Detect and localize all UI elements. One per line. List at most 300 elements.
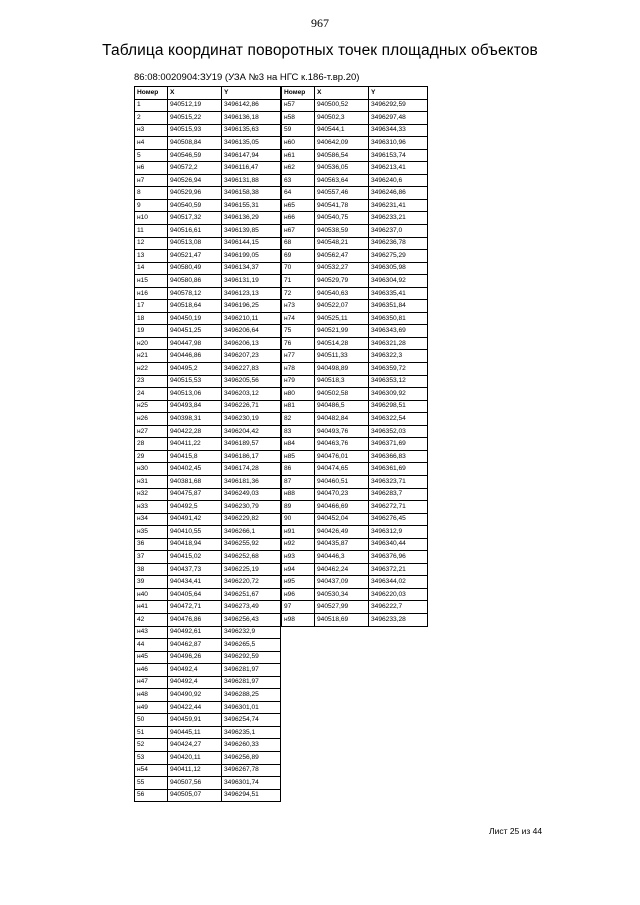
table-row [135, 450, 281, 463]
cell-y: 3496203,12 [222, 388, 281, 401]
cell-x: 940470,23 [315, 488, 369, 501]
cell-x: 940420,11 [168, 751, 222, 764]
table-row [282, 551, 428, 564]
table-row [282, 99, 428, 112]
cell-y: 3496232,9 [222, 626, 281, 639]
cell-number: н81 [282, 400, 315, 413]
coordinates-table-left [134, 86, 281, 802]
cell-y: 3496273,49 [222, 601, 281, 614]
table-row [282, 300, 428, 313]
cell-number: н88 [282, 488, 315, 501]
cell-y: 3496361,69 [369, 463, 428, 476]
cell-y: 3496153,74 [369, 149, 428, 162]
table-row [135, 488, 281, 501]
cell-number: н10 [135, 212, 168, 225]
cell-x: 940462,24 [315, 563, 369, 576]
table-row [135, 714, 281, 727]
cell-x: 940437,09 [315, 576, 369, 589]
cell-number: 11 [135, 225, 168, 238]
table-row [135, 613, 281, 626]
cell-y: 3496260,33 [222, 739, 281, 752]
cell-y: 3496350,81 [369, 312, 428, 325]
cell-number: н22 [135, 363, 168, 376]
table-row [135, 676, 281, 689]
table-row [135, 576, 281, 589]
cell-number: 36 [135, 538, 168, 551]
cell-number: 13 [135, 250, 168, 263]
cell-number: 8 [135, 187, 168, 200]
table-row [282, 149, 428, 162]
cell-x: 940446,3 [315, 551, 369, 564]
table-row [135, 751, 281, 764]
table-row [282, 538, 428, 551]
cell-number: н46 [135, 664, 168, 677]
cell-y: 3496199,05 [222, 250, 281, 263]
table-row [135, 425, 281, 438]
cell-number: н65 [282, 199, 315, 212]
table-row [135, 225, 281, 238]
cell-number: н35 [135, 526, 168, 539]
cell-x: 940521,47 [168, 250, 222, 263]
cell-number: н93 [282, 551, 315, 564]
cell-number: 39 [135, 576, 168, 589]
cell-y: 3496301,74 [222, 777, 281, 790]
cell-number: 52 [135, 739, 168, 752]
cell-x: 940530,34 [315, 588, 369, 601]
cell-y: 3496256,43 [222, 613, 281, 626]
cell-x: 940544,1 [315, 124, 369, 137]
cell-number: 29 [135, 450, 168, 463]
cell-x: 940642,09 [315, 137, 369, 150]
cell-x: 940398,31 [168, 413, 222, 426]
table-row [135, 651, 281, 664]
cell-y: 3496344,02 [369, 576, 428, 589]
cell-x: 940518,3 [315, 375, 369, 388]
table-row [282, 400, 428, 413]
cell-number: н25 [135, 400, 168, 413]
header-y: Y [222, 87, 281, 100]
cell-x: 940525,11 [315, 312, 369, 325]
cell-number: 83 [282, 425, 315, 438]
cell-x: 940492,4 [168, 676, 222, 689]
cell-number: н74 [282, 312, 315, 325]
cell-number: 76 [282, 337, 315, 350]
cell-number: 19 [135, 325, 168, 338]
cell-y: 3496366,83 [369, 450, 428, 463]
cell-x: 940529,96 [168, 187, 222, 200]
table-row [282, 199, 428, 212]
table-row [282, 162, 428, 175]
cell-x: 940548,21 [315, 237, 369, 250]
cell-x: 940466,69 [315, 501, 369, 514]
cell-y: 3496372,21 [369, 563, 428, 576]
cell-y: 3496226,71 [222, 400, 281, 413]
cell-x: 940529,79 [315, 275, 369, 288]
cell-y: 3496266,1 [222, 526, 281, 539]
cell-x: 940490,92 [168, 689, 222, 702]
table-row [135, 563, 281, 576]
cell-x: 940447,98 [168, 337, 222, 350]
table-row [135, 325, 281, 338]
cell-y: 3496116,47 [222, 162, 281, 175]
cell-y: 3496322,54 [369, 413, 428, 426]
cell-x: 940463,76 [315, 438, 369, 451]
cell-number: 38 [135, 563, 168, 576]
table-row [135, 212, 281, 225]
cell-x: 940513,06 [168, 388, 222, 401]
table-row [282, 350, 428, 363]
table-row [135, 363, 281, 376]
cell-number: н94 [282, 563, 315, 576]
cell-number: н32 [135, 488, 168, 501]
cell-y: 3496335,41 [369, 287, 428, 300]
cell-y: 3496207,23 [222, 350, 281, 363]
cell-x: 940540,59 [168, 199, 222, 212]
cell-y: 3496344,33 [369, 124, 428, 137]
cell-y: 3496371,69 [369, 438, 428, 451]
cell-x: 940493,76 [315, 425, 369, 438]
cell-number: 14 [135, 262, 168, 275]
table-row [135, 626, 281, 639]
cell-y: 3496227,83 [222, 363, 281, 376]
cell-number: н62 [282, 162, 315, 175]
table-row [282, 262, 428, 275]
cell-y: 3496136,29 [222, 212, 281, 225]
cell-x: 940563,64 [315, 174, 369, 187]
cell-y: 3496144,15 [222, 237, 281, 250]
cell-y: 3496189,57 [222, 438, 281, 451]
cell-number: 68 [282, 237, 315, 250]
cell-x: 940516,61 [168, 225, 222, 238]
cell-number: н48 [135, 689, 168, 702]
cell-x: 940475,87 [168, 488, 222, 501]
cell-y: 3496353,12 [369, 375, 428, 388]
cell-y: 3496298,51 [369, 400, 428, 413]
cell-y: 3496283,7 [369, 488, 428, 501]
table-row [135, 789, 281, 802]
cell-number: 75 [282, 325, 315, 338]
cell-number: н91 [282, 526, 315, 539]
cell-x: 940415,8 [168, 450, 222, 463]
table-row [282, 475, 428, 488]
cell-x: 940474,65 [315, 463, 369, 476]
table-row [282, 237, 428, 250]
table-row [282, 275, 428, 288]
cell-number: 12 [135, 237, 168, 250]
cell-number: 97 [282, 601, 315, 614]
cell-number: 51 [135, 726, 168, 739]
table-row [135, 664, 281, 677]
cell-y: 3496246,86 [369, 187, 428, 200]
table-row [135, 777, 281, 790]
cell-x: 940418,94 [168, 538, 222, 551]
cell-x: 940521,99 [315, 325, 369, 338]
cell-x: 940460,51 [315, 475, 369, 488]
cell-number: н80 [282, 388, 315, 401]
cell-number: н4 [135, 137, 168, 150]
page-title: Таблица координат поворотных точек площадных объектов [102, 42, 538, 59]
cell-y: 3496230,79 [222, 501, 281, 514]
cell-x: 940586,54 [315, 149, 369, 162]
table-row [282, 137, 428, 150]
cell-x: 940500,52 [315, 99, 369, 112]
cell-x: 940459,91 [168, 714, 222, 727]
cell-y: 3496312,9 [369, 526, 428, 539]
cell-y: 3496174,28 [222, 463, 281, 476]
header-y: Y [369, 87, 428, 100]
cell-x: 940424,27 [168, 739, 222, 752]
cell-number: н43 [135, 626, 168, 639]
cell-x: 940572,2 [168, 162, 222, 175]
cell-x: 940462,87 [168, 639, 222, 652]
cell-y: 3496233,28 [369, 613, 428, 626]
cell-number: 70 [282, 262, 315, 275]
table-row [282, 187, 428, 200]
cell-x: 940502,3 [315, 112, 369, 125]
cell-number: н49 [135, 701, 168, 714]
cell-number: н3 [135, 124, 168, 137]
table-row [282, 488, 428, 501]
table-row [135, 764, 281, 777]
table-row [135, 124, 281, 137]
table-row [282, 287, 428, 300]
cell-y: 3496292,59 [222, 651, 281, 664]
cell-number: 28 [135, 438, 168, 451]
cell-y: 3496301,01 [222, 701, 281, 714]
cell-x: 940517,32 [168, 212, 222, 225]
table-row [135, 137, 281, 150]
cell-number: н30 [135, 463, 168, 476]
cell-x: 940505,07 [168, 789, 222, 802]
cell-number: 56 [135, 789, 168, 802]
cell-x: 940546,59 [168, 149, 222, 162]
cell-x: 940422,28 [168, 425, 222, 438]
table-row [282, 212, 428, 225]
cell-y: 3496352,03 [369, 425, 428, 438]
cell-x: 940492,4 [168, 664, 222, 677]
table-row [135, 739, 281, 752]
cell-x: 940405,64 [168, 588, 222, 601]
cell-y: 3496220,72 [222, 576, 281, 589]
cell-x: 940495,2 [168, 363, 222, 376]
table-row [282, 225, 428, 238]
table-row [135, 99, 281, 112]
cell-y: 3496230,19 [222, 413, 281, 426]
cell-y: 3496340,44 [369, 538, 428, 551]
cell-number: 42 [135, 613, 168, 626]
cell-number: н34 [135, 513, 168, 526]
cell-y: 3496255,92 [222, 538, 281, 551]
table-row [282, 438, 428, 451]
cell-y: 3496134,37 [222, 262, 281, 275]
cell-y: 3496235,1 [222, 726, 281, 739]
cell-x: 940536,05 [315, 162, 369, 175]
cell-number: 44 [135, 639, 168, 652]
table-row [135, 350, 281, 363]
cell-y: 3496181,36 [222, 475, 281, 488]
table-row [135, 588, 281, 601]
cell-number: 87 [282, 475, 315, 488]
cell-y: 3496321,28 [369, 337, 428, 350]
table-row [135, 237, 281, 250]
cell-number: 9 [135, 199, 168, 212]
cell-x: 940437,73 [168, 563, 222, 576]
cell-y: 3496256,89 [222, 751, 281, 764]
cell-y: 3496136,18 [222, 112, 281, 125]
cell-y: 3496249,03 [222, 488, 281, 501]
cell-number: н60 [282, 137, 315, 150]
cell-y: 3496158,38 [222, 187, 281, 200]
cell-number: н20 [135, 337, 168, 350]
cell-number: н16 [135, 287, 168, 300]
cell-x: 940562,47 [315, 250, 369, 263]
cell-number: 17 [135, 300, 168, 313]
cell-number: н77 [282, 350, 315, 363]
cell-y: 3496310,96 [369, 137, 428, 150]
cell-number: 5 [135, 149, 168, 162]
cell-x: 940513,08 [168, 237, 222, 250]
cell-y: 3496131,88 [222, 174, 281, 187]
cell-x: 940532,27 [315, 262, 369, 275]
table-row [135, 312, 281, 325]
cell-x: 940502,58 [315, 388, 369, 401]
cell-number: н61 [282, 149, 315, 162]
cell-number: 55 [135, 777, 168, 790]
cell-y: 3496254,74 [222, 714, 281, 727]
table-row [135, 250, 281, 263]
cell-number: н73 [282, 300, 315, 313]
cell-y: 3496267,78 [222, 764, 281, 777]
cell-number: н33 [135, 501, 168, 514]
cell-x: 940411,12 [168, 764, 222, 777]
cell-number: 24 [135, 388, 168, 401]
cell-number: н54 [135, 764, 168, 777]
cell-x: 940540,63 [315, 287, 369, 300]
cell-number: 59 [282, 124, 315, 137]
table-row [135, 726, 281, 739]
cell-y: 3496135,05 [222, 137, 281, 150]
header-number: Номер [135, 87, 168, 100]
table-row [282, 174, 428, 187]
cell-number: н26 [135, 413, 168, 426]
cell-number: н31 [135, 475, 168, 488]
cell-x: 940434,41 [168, 576, 222, 589]
cell-y: 3496281,97 [222, 664, 281, 677]
cell-number: н85 [282, 450, 315, 463]
table-header-row [135, 87, 281, 100]
table-row [282, 388, 428, 401]
cell-number: 89 [282, 501, 315, 514]
cell-number: 64 [282, 187, 315, 200]
cell-x: 940491,42 [168, 513, 222, 526]
table-row [135, 174, 281, 187]
cell-y: 3496225,19 [222, 563, 281, 576]
table-row [135, 187, 281, 200]
table-row [135, 513, 281, 526]
table-row [135, 300, 281, 313]
cell-y: 3496323,71 [369, 475, 428, 488]
cell-y: 3496309,92 [369, 388, 428, 401]
cell-x: 940515,93 [168, 124, 222, 137]
cell-x: 940578,12 [168, 287, 222, 300]
table-row [282, 337, 428, 350]
cell-x: 940426,49 [315, 526, 369, 539]
table-row [282, 450, 428, 463]
table-row [282, 325, 428, 338]
cell-x: 940498,89 [315, 363, 369, 376]
table-row [135, 639, 281, 652]
cell-number: 1 [135, 99, 168, 112]
cell-y: 3496196,25 [222, 300, 281, 313]
cell-y: 3496206,13 [222, 337, 281, 350]
cell-y: 3496220,03 [369, 588, 428, 601]
cell-y: 3496123,13 [222, 287, 281, 300]
cell-x: 940538,59 [315, 225, 369, 238]
cell-x: 940493,84 [168, 400, 222, 413]
table-row [135, 275, 281, 288]
cell-y: 3496292,59 [369, 99, 428, 112]
table-row [282, 501, 428, 514]
cell-number: н57 [282, 99, 315, 112]
cell-x: 940518,69 [315, 613, 369, 626]
cell-number: н92 [282, 538, 315, 551]
cell-x: 940541,78 [315, 199, 369, 212]
cell-number: н7 [135, 174, 168, 187]
cell-y: 3496281,97 [222, 676, 281, 689]
cell-y: 3496294,51 [222, 789, 281, 802]
cell-x: 940508,84 [168, 137, 222, 150]
cell-y: 3496233,21 [369, 212, 428, 225]
cell-y: 3496147,94 [222, 149, 281, 162]
cell-y: 3496229,82 [222, 513, 281, 526]
cell-x: 940472,71 [168, 601, 222, 614]
cell-x: 940580,49 [168, 262, 222, 275]
cell-x: 940492,61 [168, 626, 222, 639]
table-row [135, 112, 281, 125]
cell-y: 3496205,56 [222, 375, 281, 388]
cell-y: 3496142,86 [222, 99, 281, 112]
cell-number: н41 [135, 601, 168, 614]
cell-number: 53 [135, 751, 168, 764]
cell-number: 86 [282, 463, 315, 476]
cell-x: 940422,44 [168, 701, 222, 714]
cell-y: 3496265,5 [222, 639, 281, 652]
cell-number: н40 [135, 588, 168, 601]
table-row [135, 287, 281, 300]
page-number: 967 [311, 16, 329, 30]
cell-x: 940410,55 [168, 526, 222, 539]
cell-x: 940518,64 [168, 300, 222, 313]
table-row [135, 601, 281, 614]
cell-y: 3496139,85 [222, 225, 281, 238]
table-row [282, 375, 428, 388]
cell-y: 3496155,31 [222, 199, 281, 212]
cell-y: 3496206,64 [222, 325, 281, 338]
cell-x: 940527,99 [315, 601, 369, 614]
cell-number: н95 [282, 576, 315, 589]
cell-x: 940452,04 [315, 513, 369, 526]
table-row [135, 463, 281, 476]
cell-x: 940411,22 [168, 438, 222, 451]
cell-number: н47 [135, 676, 168, 689]
cell-x: 940492,5 [168, 501, 222, 514]
cell-number: н78 [282, 363, 315, 376]
table-row [282, 312, 428, 325]
table-row [282, 463, 428, 476]
cell-y: 3496251,67 [222, 588, 281, 601]
table-row [135, 438, 281, 451]
table-row [282, 363, 428, 376]
